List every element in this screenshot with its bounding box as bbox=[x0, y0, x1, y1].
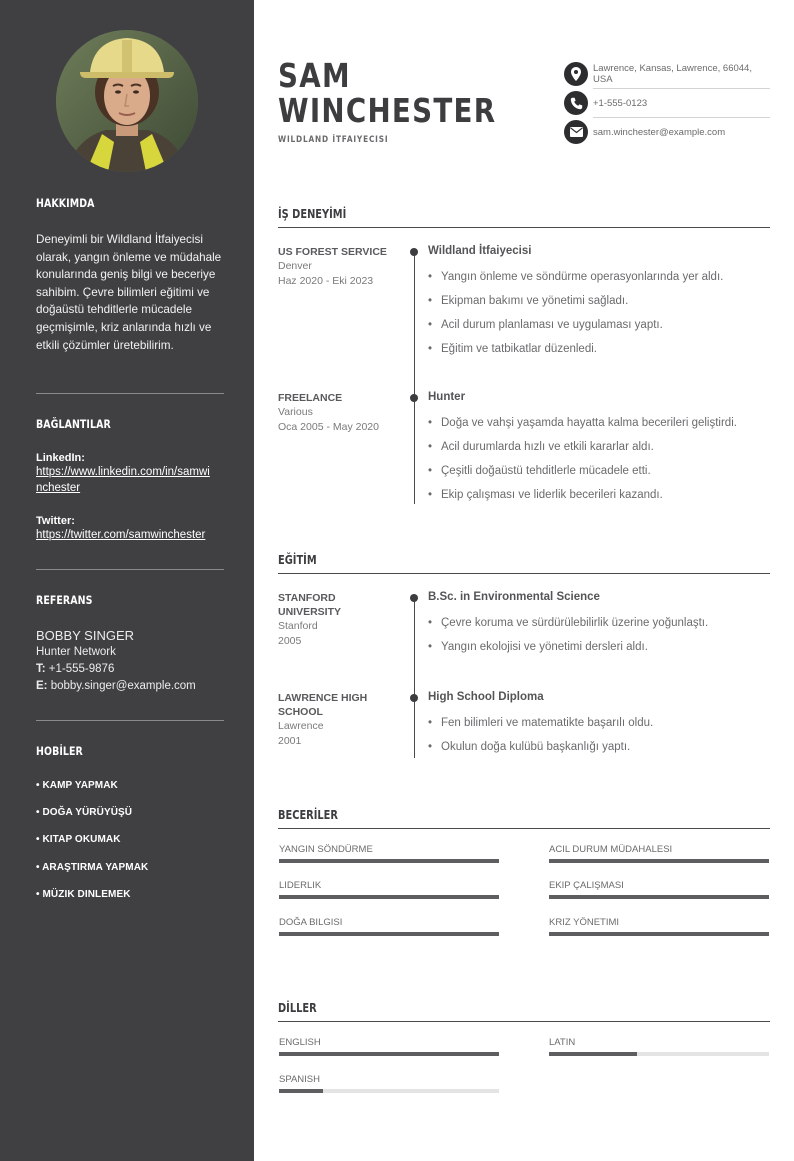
org-dates: 2005 bbox=[278, 634, 302, 647]
language-bar-track bbox=[549, 1052, 769, 1056]
entry-bullets bbox=[428, 611, 708, 659]
links-heading: BAĞLANTILAR bbox=[36, 417, 111, 431]
reference-name: BOBBY SINGER bbox=[36, 628, 135, 643]
skill-bar-fill bbox=[549, 932, 769, 936]
bullet-item: • Fen bilimleri ve matematikte başarılı oldu. bbox=[428, 711, 653, 735]
linkedin-url[interactable]: https://www.linkedin.com/in/samwinchester bbox=[36, 466, 210, 494]
skill-bar-track bbox=[549, 932, 769, 936]
org-location: Lawrence bbox=[278, 720, 324, 732]
language-item bbox=[279, 1037, 499, 1048]
skill-bar-fill bbox=[279, 932, 499, 936]
reference-email bbox=[36, 678, 226, 695]
bullet-item: • Okulun doğa kulübü başkanlığı yaptı. bbox=[428, 735, 653, 759]
bullet-item: • Doğa ve vahşi yaşamda hayatta kalma becerileri geliştirdi. bbox=[428, 411, 737, 435]
twitter-url[interactable]: https://twitter.com/samwinchester bbox=[36, 529, 206, 541]
reference-block bbox=[36, 628, 226, 695]
portrait-image bbox=[56, 30, 198, 172]
hobby-item: • MÜZIK DINLEMEK bbox=[36, 889, 131, 900]
language-bar-fill bbox=[279, 1089, 323, 1093]
org-dates: Haz 2020 - Eki 2023 bbox=[278, 274, 374, 287]
section-rule bbox=[278, 828, 770, 829]
sidebar-divider bbox=[36, 393, 224, 394]
entry-role: Hunter bbox=[428, 391, 466, 403]
contact-divider bbox=[593, 117, 770, 118]
skill-item bbox=[549, 917, 769, 928]
language-name: LATIN bbox=[549, 1037, 576, 1048]
org-location: Denver bbox=[278, 260, 312, 272]
reference-email-label: E: bbox=[36, 680, 48, 692]
profile-photo bbox=[56, 30, 198, 172]
entry-org bbox=[278, 691, 398, 748]
org-dates: Oca 2005 - May 2020 bbox=[278, 420, 379, 433]
bullet-item: • Ekip çalışması ve liderlik becerileri kazandı. bbox=[428, 483, 737, 507]
entry-bullets bbox=[428, 711, 653, 759]
bullet-item: • Yangın önleme ve söndürme operasyonlarında yer aldı. bbox=[428, 265, 723, 289]
skill-name: DOĞA BILGISI bbox=[279, 917, 343, 928]
language-item bbox=[549, 1037, 769, 1048]
language-bar-fill bbox=[549, 1052, 637, 1056]
section-rule bbox=[278, 227, 770, 228]
skill-bar-track bbox=[549, 895, 769, 899]
about-heading: HAKKIMDA bbox=[36, 196, 95, 210]
skill-bar-track bbox=[279, 932, 499, 936]
timeline-dot bbox=[410, 394, 418, 402]
twitter-label: Twitter: bbox=[36, 515, 75, 527]
skill-item bbox=[549, 880, 769, 891]
sidebar-divider bbox=[36, 720, 224, 721]
org-dates: 2001 bbox=[278, 734, 302, 747]
phone-text: +1-555-0123 bbox=[593, 97, 648, 109]
org-name: US FOREST SERVICE bbox=[278, 246, 387, 258]
timeline-line bbox=[414, 596, 415, 758]
section-rule bbox=[278, 1021, 770, 1022]
linkedin-link bbox=[36, 452, 226, 496]
language-bar-track bbox=[279, 1089, 499, 1093]
entry-org bbox=[278, 591, 398, 648]
hobby-item: • KITAP OKUMAK bbox=[36, 834, 121, 845]
org-name: LAWRENCE HIGH SCHOOL bbox=[278, 692, 368, 718]
sidebar-divider bbox=[36, 569, 224, 570]
skill-bar-track bbox=[279, 895, 499, 899]
timeline-dot bbox=[410, 248, 418, 256]
skill-name: KRIZ YÖNETIMI bbox=[549, 917, 620, 928]
bullet-item: • Acil durum planlaması ve uygulaması yaptı. bbox=[428, 313, 723, 337]
entry-org bbox=[278, 391, 398, 434]
org-name: FREELANCE bbox=[278, 392, 343, 404]
contact-email bbox=[564, 120, 770, 144]
reference-heading: REFERANS bbox=[36, 593, 93, 607]
skill-name: LIDERLIK bbox=[279, 880, 322, 891]
entry-org bbox=[278, 245, 398, 288]
contact-phone bbox=[564, 91, 770, 115]
email-text: sam.winchester@example.com bbox=[593, 126, 726, 138]
last-name: WINCHESTER bbox=[278, 91, 497, 130]
hobby-item: • ARAŞTIRMA YAPMAK bbox=[36, 862, 149, 873]
main-content bbox=[278, 0, 770, 1161]
entry-role: High School Diploma bbox=[428, 691, 544, 703]
skill-bar-fill bbox=[549, 859, 769, 863]
section-rule bbox=[278, 573, 770, 574]
phone-icon bbox=[564, 91, 588, 115]
skill-bar-fill bbox=[549, 895, 769, 899]
education-heading: EĞİTİM bbox=[278, 553, 317, 567]
skill-item bbox=[279, 917, 499, 928]
experience-heading: İŞ DENEYİMİ bbox=[278, 207, 347, 221]
skill-name: ACIL DURUM MÜDAHALESI bbox=[549, 844, 673, 855]
first-name: SAM bbox=[278, 56, 351, 95]
skills-heading: BECERİLER bbox=[278, 808, 338, 822]
timeline-dot bbox=[410, 594, 418, 602]
entry-bullets bbox=[428, 265, 723, 361]
skill-name: YANGIN SÖNDÜRME bbox=[279, 844, 373, 855]
skill-item bbox=[549, 844, 769, 855]
skill-bar-fill bbox=[279, 859, 499, 863]
contact-address bbox=[564, 62, 770, 86]
job-title: WILDLAND İTFAIYECISI bbox=[278, 135, 389, 145]
contact-divider bbox=[593, 88, 770, 89]
envelope-icon bbox=[564, 120, 588, 144]
bullet-item: • Eğitim ve tatbikatlar düzenledi. bbox=[428, 337, 723, 361]
twitter-link bbox=[36, 515, 226, 543]
reference-phone bbox=[36, 661, 226, 678]
skill-item bbox=[279, 880, 499, 891]
reference-company: Hunter Network bbox=[36, 646, 116, 658]
reference-email-value: bobby.singer@example.com bbox=[50, 680, 196, 692]
entry-role: B.Sc. in Environmental Science bbox=[428, 591, 600, 603]
linkedin-label: LinkedIn: bbox=[36, 452, 85, 464]
entry-role: Wildland İtfaiyecisi bbox=[428, 245, 532, 257]
language-bar-fill bbox=[279, 1052, 499, 1056]
full-name bbox=[278, 58, 496, 128]
skill-bar-fill bbox=[279, 895, 499, 899]
skill-name: EKIP ÇALIŞMASI bbox=[549, 880, 624, 891]
sidebar bbox=[0, 0, 254, 1161]
address-text: Lawrence, Kansas, Lawrence, 66044, USA bbox=[593, 63, 752, 85]
timeline-dot bbox=[410, 694, 418, 702]
skill-bar-track bbox=[549, 859, 769, 863]
language-name: SPANISH bbox=[279, 1074, 321, 1085]
bullet-item: • Çevre koruma ve sürdürülebilirlik üzerine yoğunlaştı. bbox=[428, 611, 708, 635]
language-name: ENGLISH bbox=[279, 1037, 321, 1048]
reference-phone-label: T: bbox=[36, 663, 46, 675]
bullet-item: • Acil durumlarda hızlı ve etkili kararlar aldı. bbox=[428, 435, 737, 459]
skill-item bbox=[279, 844, 499, 855]
hobby-item: • DOĞA YÜRÜYÜŞÜ bbox=[36, 807, 133, 818]
org-name: STANFORD UNIVERSITY bbox=[278, 592, 342, 618]
org-location: Stanford bbox=[278, 620, 318, 632]
languages-heading: DİLLER bbox=[278, 1001, 317, 1015]
timeline-line bbox=[414, 250, 415, 504]
hobby-item: • KAMP YAPMAK bbox=[36, 780, 118, 791]
language-item bbox=[279, 1074, 499, 1085]
about-text: Deneyimli bir Wildland İtfaiyecisi olarak, yangın önleme ve müdahale konularında geniş bilgi ve beceriye sahibim. Çevre bilimleri eğitimi ve doğaüstü tehditlerle mücadele geçmişimle, kriz anlarında hızlı ve etkili çözümler üretebilirim. bbox=[36, 233, 222, 352]
location-pin-icon bbox=[564, 62, 588, 86]
bullet-item: • Ekipman bakımı ve yönetimi sağladı. bbox=[428, 289, 723, 313]
language-bar-track bbox=[279, 1052, 499, 1056]
skill-bar-track bbox=[279, 859, 499, 863]
reference-phone-value: +1-555-9876 bbox=[48, 663, 115, 675]
hobbies-heading: HOBİLER bbox=[36, 744, 83, 758]
bullet-item: • Çeşitli doğaüstü tehditlerle mücadele etti. bbox=[428, 459, 737, 483]
bullet-item: • Yangın ekolojisi ve yönetimi dersleri aldı. bbox=[428, 635, 708, 659]
entry-bullets bbox=[428, 411, 737, 507]
org-location: Various bbox=[278, 406, 313, 418]
